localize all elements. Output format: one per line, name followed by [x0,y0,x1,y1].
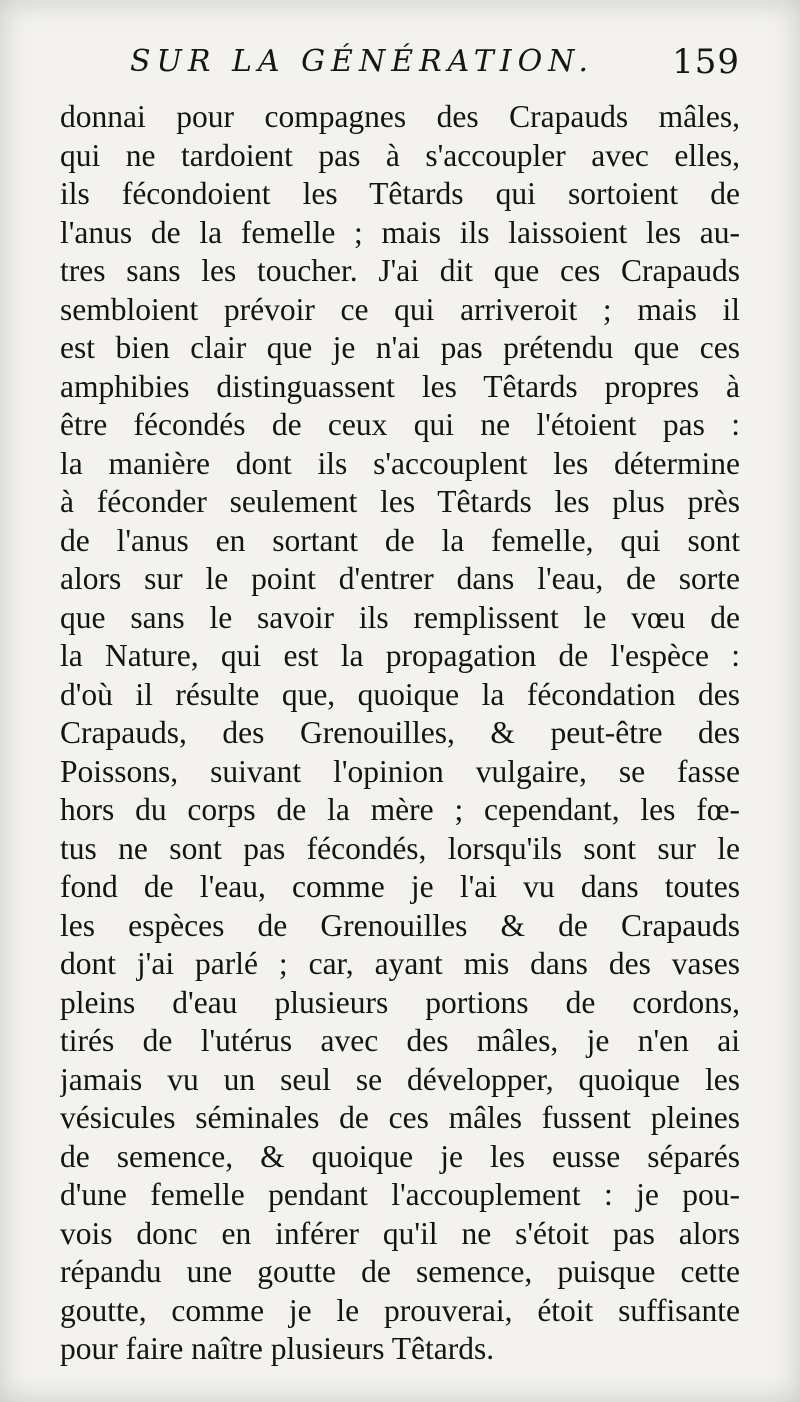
text-line: les espèces de Grenouilles & de Crapauds [60,907,740,943]
text-line: alors sur le point d'entrer dans l'eau, de sorte [60,561,740,596]
text-line: d'où il résulte que, quoique la fécondation des [60,676,740,712]
text-line: la manière dont ils s'accouplent les détermine [60,445,740,481]
text-line: ils fécondoient les Têtards qui sortoient de [60,176,740,211]
text-line: pour faire naître plusieurs Têtards. [60,1331,495,1366]
page-header [130,40,740,90]
text-line: Crapauds, des Grenouilles, & peut-être des [60,715,740,750]
body-text [60,98,740,1369]
page-number: 159 [672,42,740,82]
text-line: hors du corps de la mère ; cependant, les fœ- [60,792,740,827]
text-line: jamais vu un seul se développer, quoique les [60,1061,740,1097]
text-line: pleins d'eau plusieurs portions de cordons, [60,984,740,1020]
text-line: tirés de l'utérus avec des mâles, je n'en ai [60,1023,740,1058]
text-line: être fécondés de ceux qui ne l'étoient pas : [60,407,740,442]
text-line: est bien clair que je n'ai pas prétendu que ces [60,330,740,365]
text-line: vésicules séminales de ces mâles fussent pleines [60,1100,740,1135]
running-title: SUR LA GÉNÉRATION. [130,44,595,79]
text-line: à féconder seulement les Têtards les plus près [60,484,740,519]
text-line: fond de l'eau, comme je l'ai vu dans toutes [60,869,740,904]
text-line: l'anus de la femelle ; mais ils laissoient les au- [60,214,740,250]
text-line: goutte, comme je le prouverai, étoit suffisante [60,1292,740,1328]
text-line: répandu une goutte de semence, puisque cette [60,1254,740,1289]
text-line: tus ne sont pas fécondés, lorsqu'ils sont sur le [60,830,740,866]
text-line: de semence, & quoique je les eusse séparés [60,1138,740,1174]
text-line: la Nature, qui est la propagation de l'espèce : [60,638,740,673]
text-line: amphibies distinguassent les Têtards propres à [60,368,740,404]
text-line: qui ne tardoient pas à s'accoupler avec elles, [60,137,740,173]
text-line: sembloient prévoir ce qui arriveroit ; mais il [60,291,740,327]
text-line: que sans le savoir ils remplissent le vœu de [60,599,740,635]
text-line: d'une femelle pendant l'accouplement : je pou- [60,1177,740,1212]
text-line: vois donc en inférer qu'il ne s'étoit pas alors [60,1215,740,1251]
text-line: Poissons, suivant l'opinion vulgaire, se fasse [60,753,740,789]
text-line: de l'anus en sortant de la femelle, qui sont [60,522,740,558]
text-line: donnai pour compagnes des Crapauds mâles, [60,99,740,134]
text-line: tres sans les toucher. J'ai dit que ces Crapauds [60,253,740,288]
text-line: dont j'ai parlé ; car, ayant mis dans des vases [60,946,740,981]
